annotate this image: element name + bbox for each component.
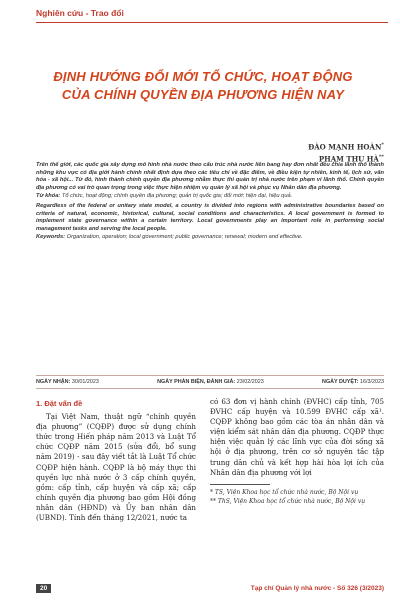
abstract — [36, 162, 384, 243]
section-heading: 1. Đặt vấn đề — [36, 399, 83, 408]
abstract-vi: Trên thế giới, các quốc gia xây dựng mô hình nhà nước theo cấu trúc nhà nước liên bang hay đơn nhất đều chia lãnh thổ thành những khu vực có địa giới hành chính nhất định dựa theo các tiêu chí về đặc điểm, về điều kiện tự nhiên, kinh tế, lịch sử, văn hóa - xã hội... Từ đó, hình thành chính quyền địa phương nhằm thực thi quản trị nhà nước trên phạm vi lãnh thổ. Chính quyền địa phương có vai trò quan trọng trong việc thực hiện nhiệm vụ quản lý xã hội và phục vụ Nhân dân địa phương. — [36, 162, 384, 191]
footnote-1: * TS, Viện Khoa học tổ chức nhà nước, Bộ Nội vụ — [210, 488, 359, 496]
body-paragraph-right: có 63 đơn vị hành chính (ĐVHC) cấp tỉnh, 705 ĐVHC cấp huyện và 10.599 ĐVHC cấp xã¹. CQĐP không bao gồm các tòa án nhân dân và viện kiểm sát nhân dân địa phương. CQĐP thực hiện việc quản lý các lĩnh vực của đời sống xã hội ở địa phương, trên cơ sở nguyên tắc tập trung dân chủ và kết hợp hài hòa lợi ích của Nhân dân địa phương với lợi — [210, 397, 384, 477]
author-1: ĐÀO MẠNH HOÀN* — [308, 142, 384, 152]
footnote-rule — [210, 484, 270, 485]
keywords-en: Keywords: Organization, operation; local government; public governance; renewal; modern and effective. — [36, 234, 303, 241]
article-dates — [36, 375, 384, 389]
authors — [308, 140, 384, 165]
abstract-en: Regardless of the federal or unitary state model, a country is divided into regions with administrative boundaries based on criteria of natural, economic, historical, cultural, social conditions and characteristics. A local government is formed to implement state governance within a certain territory. Local governments play an important role in performing social management tasks and serving the local people. — [36, 202, 384, 232]
keywords-vi: Từ khóa: Tổ chức, hoạt động; chính quyền địa phương; quản trị quốc gia; đổi mới; hiện đại, hiệu quả. — [36, 193, 293, 200]
footnote-2: ** ThS, Viện Khoa học tổ chức nhà nước, Bộ Nội vụ — [210, 497, 366, 505]
article-title — [36, 68, 370, 104]
body-column-left — [36, 399, 196, 523]
header-rule — [36, 22, 388, 23]
title-line-1: ĐỊNH HƯỚNG ĐỔI MỚI TỔ CHỨC, HOẠT ĐỘNG — [53, 69, 353, 84]
title-line-2: CỦA CHÍNH QUYỀN ĐỊA PHƯƠNG HIỆN NAY — [61, 87, 345, 102]
date-received: NGÀY NHẬN: 30/01/2023 — [36, 379, 99, 385]
author-2: PHẠM THU HÀ** — [318, 154, 384, 164]
journal-name: Tạp chí Quản lý nhà nước - Số 326 (3/2023) — [250, 584, 384, 592]
section-tag: Nghiên cứu - Trao đổi — [36, 8, 124, 18]
body-column-right — [210, 397, 384, 506]
date-approved: NGÀY DUYỆT: 16/3/2023 — [322, 379, 384, 385]
page-number: 20 — [36, 584, 51, 593]
body-paragraph-left: Tại Việt Nam, thuật ngữ “chính quyền địa phương” (CQĐP) được sử dụng chính thức trong Hiến pháp năm 2013 và Luật Tổ chức CQĐP năm 2015 (sửa đổi, bổ sung năm 2019) - sau đây viết tắt là Luật Tổ chức CQĐP hiện hành. CQĐP là bộ máy thực thi quyền lực nhà nước ở 3 cấp chính quyền, gồm: cấp tỉnh, cấp huyện và cấp xã; cấp chính quyền địa phương bao gồm Hội đồng nhân dân (HĐND) và Ủy ban nhân dân (UBND). Tính đến tháng 12/2021, nước ta — [36, 412, 196, 523]
page-footer — [36, 582, 384, 594]
date-reviewed: NGÀY PHẢN BIỆN, ĐÁNH GIÁ: 23/02/2023 — [157, 379, 264, 385]
